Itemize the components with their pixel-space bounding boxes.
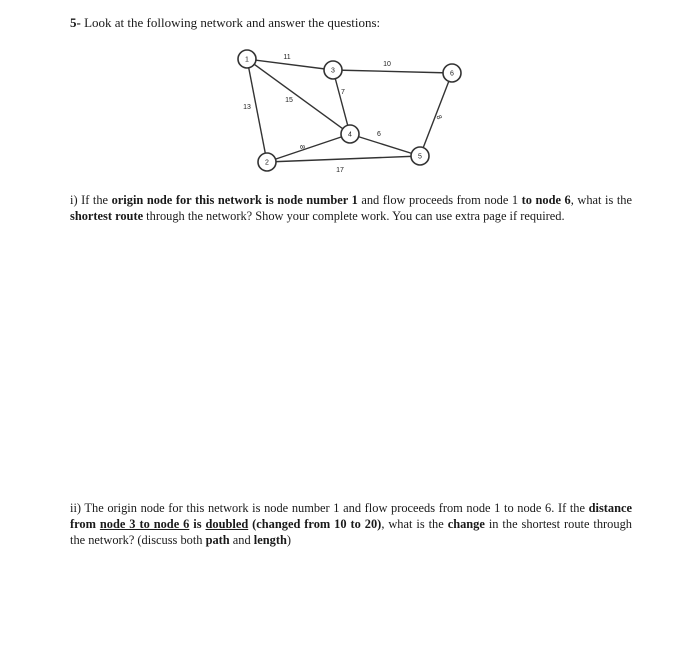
part-ii-question xyxy=(70,500,632,548)
part-ii-segment: change xyxy=(447,517,485,531)
node-1-label: 1 xyxy=(245,56,249,64)
part-i-segment: and flow proceeds from node 1 xyxy=(357,193,522,207)
network-nodes xyxy=(238,50,461,171)
edge-2-5 xyxy=(267,153,422,162)
part-ii-segment: length xyxy=(253,533,287,547)
edge-weight-1-2: 13 xyxy=(243,104,251,111)
edge-3-4 xyxy=(331,67,350,134)
node-5-label: 5 xyxy=(418,153,422,161)
part-ii-segment: path xyxy=(205,533,230,547)
part-i-segment: to node 6 xyxy=(521,193,571,207)
part-i-segment: through the network? Show your complete work. You can use extra page if required. xyxy=(143,209,565,223)
node-4-label: 4 xyxy=(348,131,352,139)
question-number: 5- xyxy=(70,15,81,30)
part-ii-segment: in the shortest route through the network? (discuss both xyxy=(70,517,632,547)
part-ii-segment: is xyxy=(189,517,206,531)
node-6-label: 6 xyxy=(450,70,454,78)
part-ii-segment: ii) The origin node for this network is node number 1 and flow proceeds from node 1 to node 6. If the xyxy=(70,501,589,515)
edge-weight-1-3: 11 xyxy=(283,54,291,61)
edge-weight-2-5: 17 xyxy=(336,167,344,174)
edge-weight-1-4: 15 xyxy=(285,97,293,104)
edge-3-6 xyxy=(331,67,452,75)
edge-weight-3-4: 7 xyxy=(341,89,345,96)
edge-weight-5-6: 8 xyxy=(434,114,443,121)
part-i-segment: origin node for this network is node number 1 xyxy=(111,193,358,207)
part-ii-segment: and xyxy=(229,533,254,547)
edge-weight-4-5: 6 xyxy=(377,131,381,138)
part-ii-segment: distance from xyxy=(70,501,632,531)
part-i-segment: shortest route xyxy=(70,209,144,223)
node-3-label: 3 xyxy=(331,67,335,75)
part-ii-segment: (changed from 10 to 20) xyxy=(248,517,382,531)
edge-2-4 xyxy=(267,131,352,162)
part-i-segment: , what is the xyxy=(570,193,632,207)
part-i-question xyxy=(70,192,632,224)
edge-weight-3-6: 10 xyxy=(383,61,391,68)
question-prompt: Look at the following network and answer the questions: xyxy=(84,15,381,30)
part-ii-segment: , what is the xyxy=(381,517,448,531)
part-ii-segment: node 3 to node 6 xyxy=(99,517,190,531)
part-ii-segment: ) xyxy=(286,533,291,547)
question-heading xyxy=(70,15,380,31)
edge-5-6 xyxy=(420,70,454,156)
edge-4-5 xyxy=(348,131,420,156)
part-i-segment: i) If the xyxy=(70,193,112,207)
node-2-label: 2 xyxy=(265,159,269,167)
edge-weight-2-4: 8 xyxy=(298,145,305,149)
network-diagram xyxy=(225,42,475,182)
part-ii-segment: doubled xyxy=(205,517,249,531)
